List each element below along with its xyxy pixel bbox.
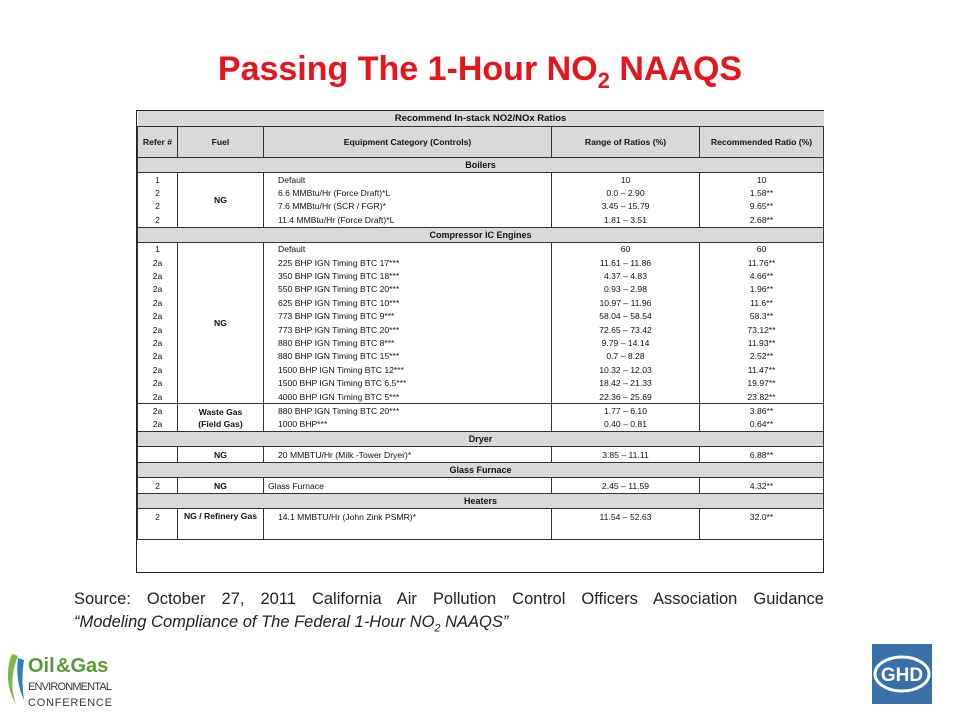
cell-ref: 2	[138, 213, 178, 227]
table-row	[138, 404, 824, 418]
table-row	[138, 478, 824, 494]
cell-equipment: 225 BHP IGN Timing BTC 17***	[264, 256, 552, 269]
cell-equipment: 773 BHP IGN Timing BTC 20***	[264, 323, 552, 336]
cell-recommended: 9.65**	[700, 200, 824, 213]
cell-recommended: 0.64**	[700, 418, 824, 432]
svg-text:CONFERENCE: CONFERENCE	[28, 697, 112, 709]
cell-ref: 2a	[138, 296, 178, 309]
cell-ref: 2a	[138, 336, 178, 349]
table-row	[138, 509, 824, 540]
cell-equipment: 1500 BHP IGN Timing BTC 12***	[264, 363, 552, 376]
fuel-line-2: (Field Gas)	[198, 418, 243, 429]
cell-equipment: 11.4 MMBtu/Hr (Force Draft)*L	[264, 213, 552, 227]
title-subscript: 2	[597, 68, 610, 93]
source-line-2	[74, 611, 824, 640]
cell-fuel: NG	[178, 478, 264, 494]
cell-ref: 2a	[138, 363, 178, 376]
fuel-line-1: Waste Gas	[198, 406, 243, 417]
cell-fuel: NG	[178, 447, 264, 463]
ratio-table-image	[136, 110, 824, 573]
cell-ref: 2	[138, 509, 178, 540]
source-line-2-subscript: 2	[434, 622, 441, 635]
cell-equipment: 880 BHP IGN Timing BTC 20***	[264, 404, 552, 418]
cell-fuel	[178, 404, 264, 432]
title-tail: NAAQS	[609, 50, 743, 88]
cell-ref: 2a	[138, 323, 178, 336]
cell-equipment: 550 BHP IGN Timing BTC 20***	[264, 283, 552, 296]
table-row	[138, 242, 824, 256]
source-line-1: Source: October 27, 2011 California Air Pollution Control Officers Association Guidance	[74, 590, 824, 608]
cell-fuel: NG	[178, 173, 264, 228]
cell-ref: 2a	[138, 390, 178, 404]
cell-equipment: 625 BHP IGN Timing BTC 10***	[264, 296, 552, 309]
cell-recommended: 6.88**	[700, 447, 824, 463]
cell-recommended: 73.12**	[700, 323, 824, 336]
cell-range: 2.45 – 11.59	[552, 478, 700, 494]
cell-range: 0.7 – 8.28	[552, 350, 700, 363]
cell-recommended: 60	[700, 242, 824, 256]
cell-equipment: Default	[264, 173, 552, 187]
table-caption: Recommend In-stack NO2/NOx Ratios	[138, 111, 824, 127]
cell-range: 0.93 – 2.98	[552, 283, 700, 296]
cell-range: 10	[552, 173, 700, 187]
cell-range: 60	[552, 242, 700, 256]
table-row	[138, 447, 824, 463]
cell-range: 0.40 – 0.81	[552, 418, 700, 432]
section-boilers: Boilers	[138, 158, 824, 173]
source-citation	[74, 588, 824, 640]
cell-ref: 2	[138, 186, 178, 199]
cell-equipment: 20 MMBTU/Hr (Milk -Tower Dryer)*	[264, 447, 552, 463]
header-fuel: Fuel	[178, 127, 264, 158]
cell-range: 1.77 – 6.10	[552, 404, 700, 418]
cell-equipment: 6.6 MMBtu/Hr (Force Draft)*L	[264, 186, 552, 199]
cell-recommended: 19.97**	[700, 376, 824, 389]
ic-engines-body	[138, 242, 824, 404]
cell-ref: 2a	[138, 404, 178, 418]
cell-equipment: 880 BHP IGN Timing BTC 8***	[264, 336, 552, 349]
cell-equipment: 880 BHP IGN Timing BTC 15***	[264, 350, 552, 363]
cell-recommended: 4.32**	[700, 478, 824, 494]
cell-ref: 2a	[138, 269, 178, 282]
title-main: Passing The 1-Hour NO	[217, 50, 598, 88]
cell-recommended: 11.93**	[700, 336, 824, 349]
cell-range: 10.32 – 12.03	[552, 363, 700, 376]
cell-equipment: 1500 BHP IGN Timing BTC 6.5***	[264, 376, 552, 389]
source-line-2-tail: NAAQS”	[440, 613, 509, 631]
cell-ref: 2a	[138, 350, 178, 363]
cell-recommended: 2.68**	[700, 213, 824, 227]
ratio-table	[137, 111, 824, 540]
section-heaters: Heaters	[138, 494, 824, 509]
cell-equipment: Glass Furnace	[264, 478, 552, 494]
section-glass-furnace: Glass Furnace	[138, 463, 824, 478]
cell-ref: 2a	[138, 283, 178, 296]
cell-recommended: 3.86**	[700, 404, 824, 418]
ghd-logo-text: GHD	[880, 665, 924, 686]
cell-range: 11.61 – 11.86	[552, 256, 700, 269]
ghd-logo	[872, 644, 932, 704]
cell-ref: 1	[138, 173, 178, 187]
cell-ref: 2	[138, 200, 178, 213]
header-equipment: Equipment Category (Controls)	[264, 127, 552, 158]
cell-recommended: 23.82**	[700, 390, 824, 404]
source-line-2-text: “Modeling Compliance of The Federal 1-Hour NO	[74, 613, 435, 631]
cell-recommended: 4.66**	[700, 269, 824, 282]
cell-ref: 1	[138, 242, 178, 256]
oil-gas-conference-logo	[4, 648, 116, 714]
cell-equipment: 14.1 MMBTU/Hr (John Zink PSMR)*	[264, 509, 552, 540]
cell-equipment: 773 BHP IGN Timing BTC 9***	[264, 310, 552, 323]
cell-recommended: 11.76**	[700, 256, 824, 269]
cell-ref: 2	[138, 478, 178, 494]
cell-range: 22.36 – 25.69	[552, 390, 700, 404]
cell-ref: 2a	[138, 256, 178, 269]
section-dryer: Dryer	[138, 432, 824, 447]
cell-recommended: 11.47**	[700, 363, 824, 376]
cell-recommended: 1.58**	[700, 186, 824, 199]
slide-title	[0, 50, 960, 93]
header-range: Range of Ratios (%)	[552, 127, 700, 158]
section-compressor-ic-engines: Compressor IC Engines	[138, 227, 824, 242]
cell-ref: 2a	[138, 376, 178, 389]
cell-range: 72.65 – 73.42	[552, 323, 700, 336]
cell-range: 11.54 – 52.63	[552, 509, 700, 540]
cell-range: 18.42 – 21.33	[552, 376, 700, 389]
cell-range: 0.0 – 2.90	[552, 186, 700, 199]
cell-fuel: NG	[178, 242, 264, 404]
cell-range: 58.04 – 58.54	[552, 310, 700, 323]
cell-equipment: 4000 BHP IGN Timing BTC 5***	[264, 390, 552, 404]
cell-ref: 2a	[138, 310, 178, 323]
svg-text:&Gas: &Gas	[56, 655, 109, 677]
cell-fuel: NG / Refinery Gas	[178, 509, 264, 540]
cell-range: 1.81 – 3.51	[552, 213, 700, 227]
cell-range: 3.45 – 15.79	[552, 200, 700, 213]
svg-text:Oil: Oil	[28, 655, 55, 677]
cell-equipment: Default	[264, 242, 552, 256]
cell-ref	[138, 447, 178, 463]
cell-equipment: 350 BHP IGN Timing BTC 18***	[264, 269, 552, 282]
cell-range: 10.97 – 11.96	[552, 296, 700, 309]
cell-recommended: 32.0**	[700, 509, 824, 540]
cell-recommended: 10	[700, 173, 824, 187]
cell-equipment: 7.6 MMBtu/Hr (SCR / FGR)*	[264, 200, 552, 213]
svg-text:ENVIRONMENTAL: ENVIRONMENTAL	[28, 681, 112, 693]
cell-equipment: 1000 BHP***	[264, 418, 552, 432]
cell-recommended: 58.3**	[700, 310, 824, 323]
cell-range: 3.85 – 11.11	[552, 447, 700, 463]
table-row	[138, 173, 824, 187]
cell-recommended: 2.52**	[700, 350, 824, 363]
cell-recommended: 1.96**	[700, 283, 824, 296]
cell-range: 9.79 – 14.14	[552, 336, 700, 349]
header-refer: Refer #	[138, 127, 178, 158]
header-recommended: Recommended Ratio (%)	[700, 127, 824, 158]
cell-range: 4.37 – 4.83	[552, 269, 700, 282]
cell-ref: 2a	[138, 418, 178, 432]
cell-recommended: 11.6**	[700, 296, 824, 309]
